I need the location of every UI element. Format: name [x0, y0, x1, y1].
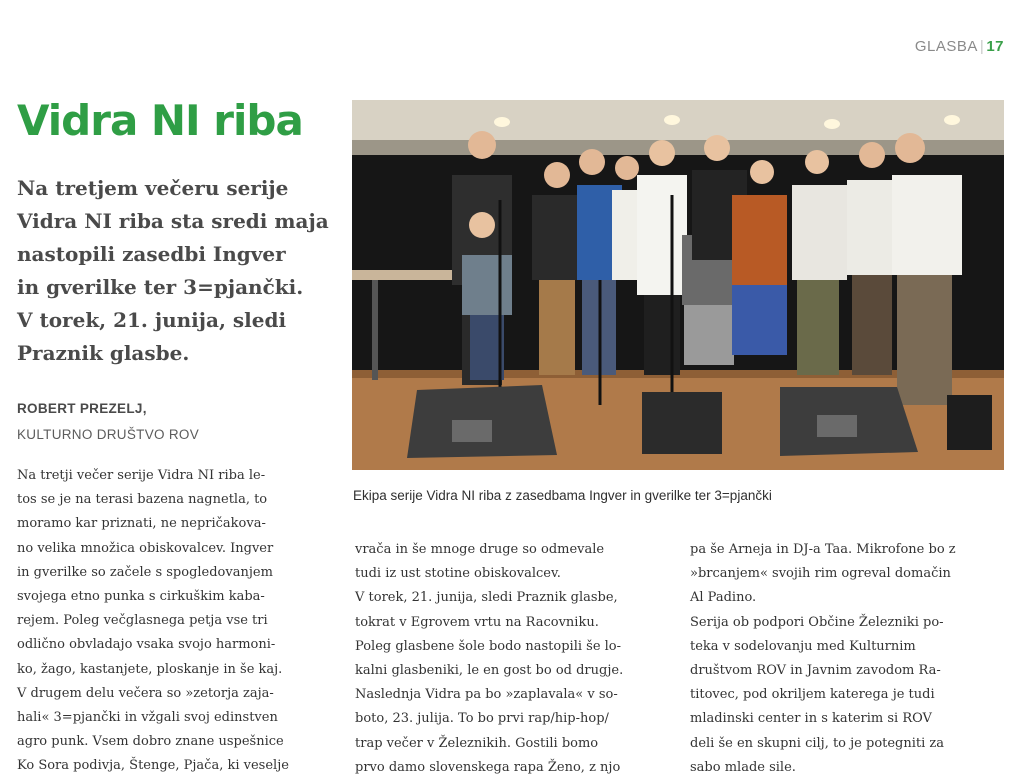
author-organization: KULTURNO DRUŠTVO ROV [17, 427, 200, 442]
article-headline: Vidra NI riba [17, 96, 303, 145]
author-name: ROBERT PREZELJ, [17, 401, 147, 416]
header-divider: | [979, 38, 985, 55]
body-column-2: vrača in še mnoge druge so odmevale tudi iz ust stotine obiskovalcev. V torek, 21. junija, sledi Praznik glasbe, tokrat v Egrovem vrtu na Racovniku. Poleg glasbene šole bodo nastopili še lo- kalni glasbeniki, le en gost bo od drugje. Naslednja Vidra pa bo »zaplavala« v so- boto, 23. julija. To bo prvi rap/hip-hop/ trap večer v Železnikih. Gostili bomo prvo damo slovenskega rapa Ženo, z njo [355, 542, 624, 775]
page-number: 17 [986, 38, 1004, 55]
band-photo [352, 100, 1004, 470]
section-header [915, 38, 1004, 55]
body-column-1: Na tretji večer serije Vidra NI riba le- tos se je na terasi bazena nagnetla, to moramo kar priznati, ne nepričakova- no velika množica obiskovalcev. Ingver in gverilke so začele s spogledovanjem svojega etno punka s cirkuškim kaba- rejem. Poleg večglasnega petja vse tri odlično obvladajo vsaka svojo harmoni- ko, žago, kastanjete, ploskanje in še kaj. V drugem delu večera so »zetorja zaja- hali« 3=pjančki in vžgali svoj edinstven agro punk. Vsem dobro znane uspešnice Ko Sora podivja, Štenge, Pjača, ki veselje [17, 468, 289, 774]
photo-caption: Ekipa serije Vidra NI riba z zasedbama Ingver in gverilke ter 3=pjančki [353, 488, 772, 503]
article-lead: Na tretjem večeru serije Vidra NI riba sta sredi maja nastopili zasedbi Ingver in gverilke ter 3=pjančki. V torek, 21. junija, sledi Praznik glasbe. [17, 176, 329, 365]
body-column-3: pa še Arneja in DJ-a Taa. Mikrofone bo z »brcanjem« svojih rim ogreval domačin Al Padino. Serija ob podpori Občine Železniki po- teka v sodelovanju med Kulturnim društvom ROV in Javnim zavodom Ra- titovec, pod okriljem katerega je tudi mladinski center in s katerim si ROV deli še en skupni cilj, to je potegniti za sabo mlade sile. [690, 542, 956, 775]
section-name: GLASBA [914, 38, 978, 55]
